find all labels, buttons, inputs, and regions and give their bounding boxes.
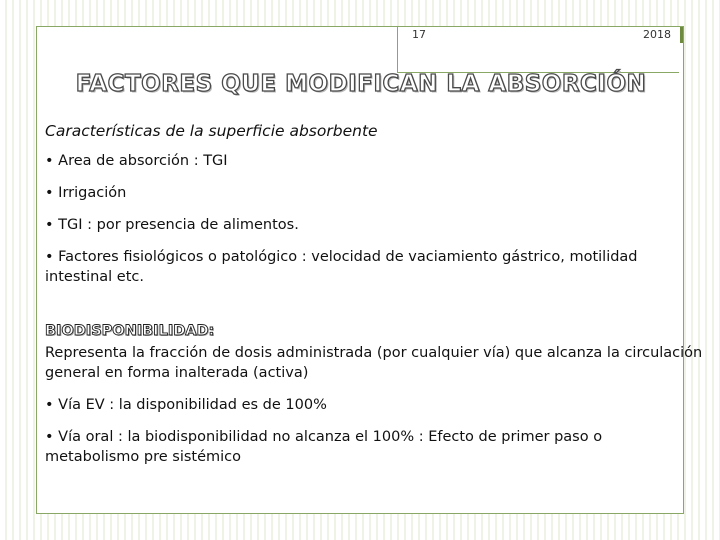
header-accent-bar bbox=[680, 27, 683, 43]
slide-year: 2018 bbox=[643, 28, 671, 41]
page-number: 17 bbox=[412, 28, 426, 41]
slide-header bbox=[397, 27, 679, 73]
bullet-physiological-factors: • Factores fisiológicos o patológico : velocidad de vaciamiento gástrico, motilidad intestinal etc. bbox=[45, 249, 638, 285]
section-heading-absorbing-surface: Características de la superficie absorbente bbox=[45, 122, 378, 140]
bullet-oral-route: • Vía oral : la biodisponibilidad no alcanza el 100% : Efecto de primer paso o metabolismo pre sistémico bbox=[45, 429, 603, 465]
bullet-absorption-area: • Area de absorción : TGI bbox=[45, 153, 228, 169]
bullet-food-presence: • TGI : por presencia de alimentos. bbox=[45, 217, 299, 233]
bioavailability-definition: Representa la fracción de dosis administrada (por cualquier vía) que alcanza la circulación general en forma inalterada (activa) bbox=[45, 345, 703, 381]
slide-title: FACTORES QUE MODIFICAN LA ABSORCIÓN bbox=[75, 71, 647, 97]
bullet-iv-route: • Vía EV : la disponibilidad es de 100% bbox=[45, 397, 327, 413]
slide bbox=[36, 26, 703, 514]
bullet-irrigation: • Irrigación bbox=[45, 185, 127, 201]
slide-content bbox=[45, 121, 703, 479]
section-heading-bioavailability: BIODISPONIBILIDAD: bbox=[45, 323, 215, 339]
